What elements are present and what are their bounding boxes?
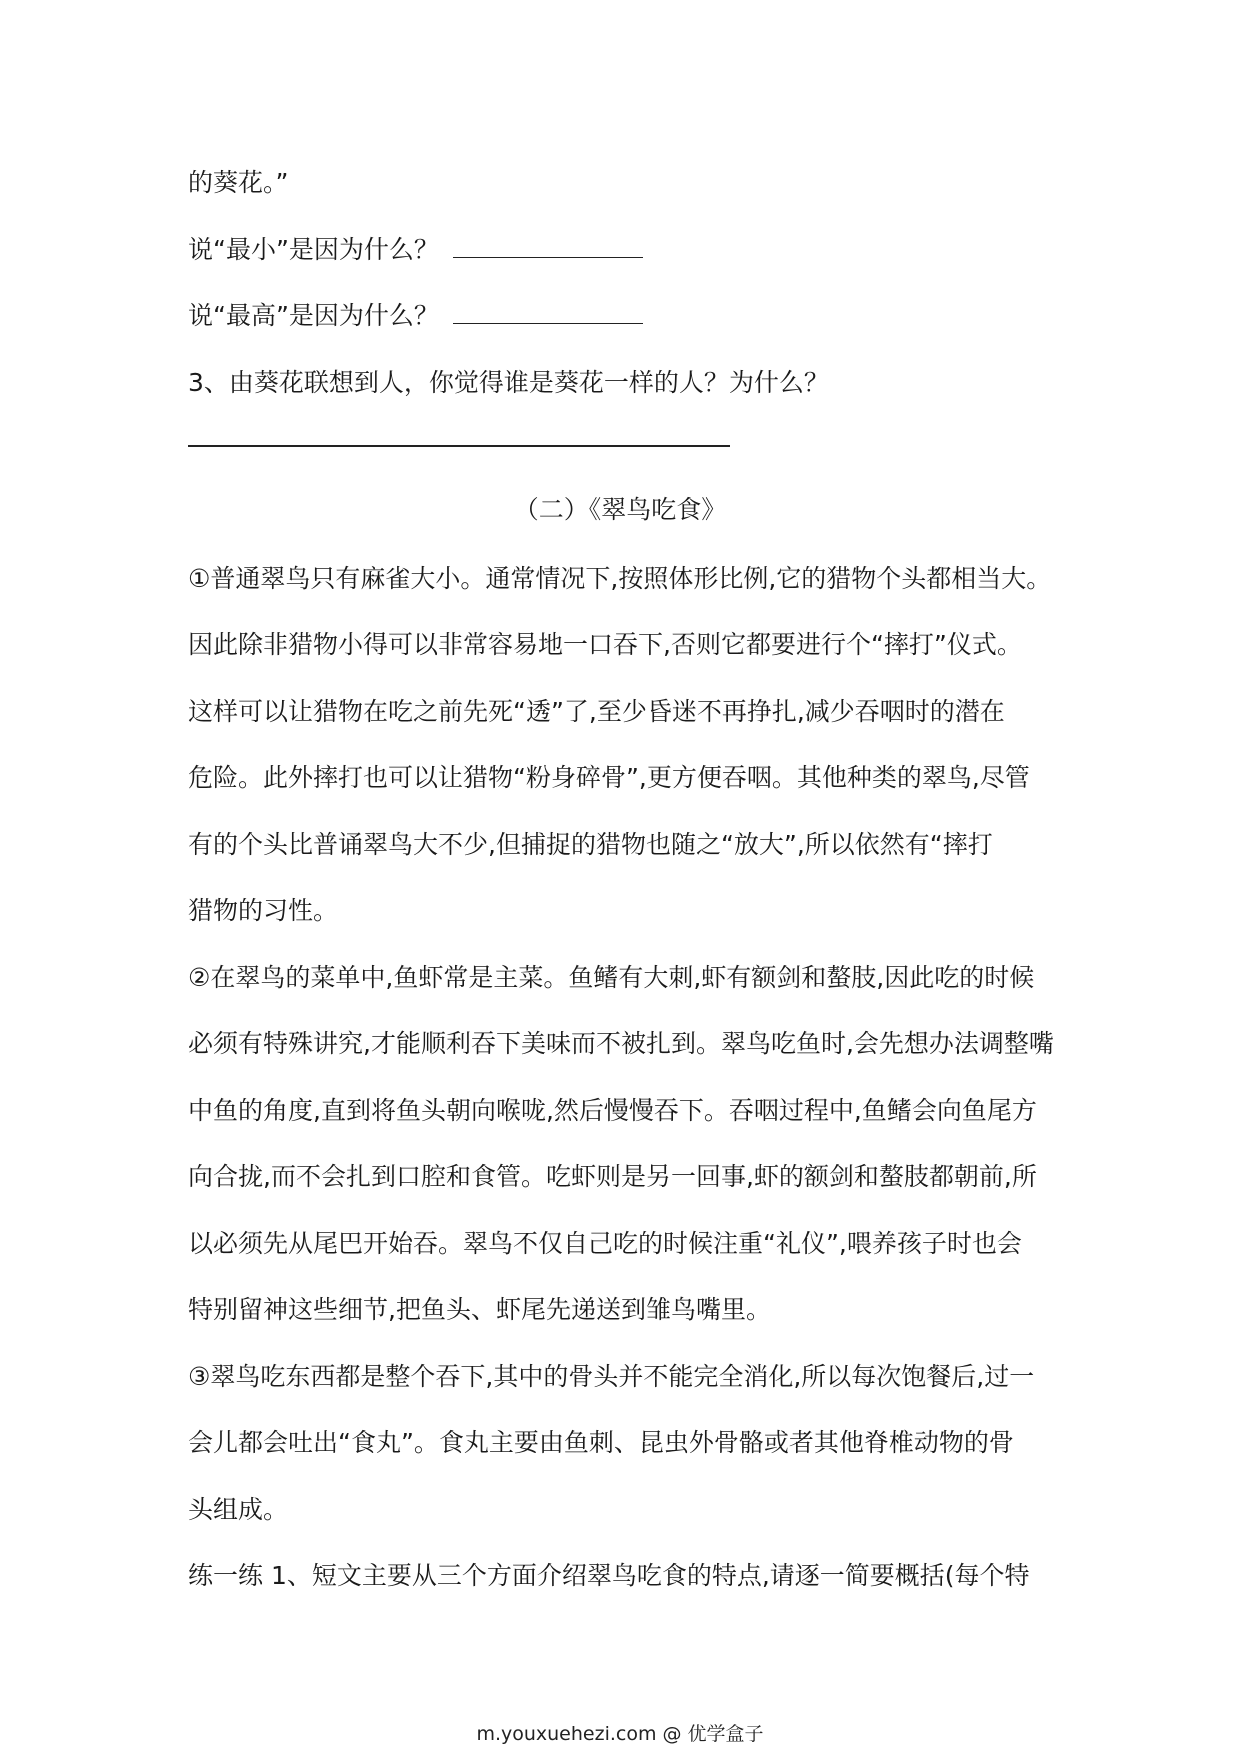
paragraph-line: 必须有特殊讲究,才能顺利吞下美味而不被扎到。翠鸟吃鱼时,会先想办法调整嘴 (188, 1029, 1054, 1058)
answer-blank[interactable] (453, 303, 643, 324)
paragraph-line: 特别留神这些细节,把鱼头、虾尾先递送到雏鸟嘴里。 (188, 1295, 771, 1324)
paragraph-line: 向合拢,而不会扎到口腔和食管。吃虾则是另一回事,虾的额剑和螯肢都朝前,所 (188, 1162, 1037, 1191)
paragraph-line: 有的个头比普诵翠鸟大不少,但捕捉的猎物也随之“放大”,所以依然有“摔打 (188, 830, 993, 859)
paragraph-line: 这样可以让猎物在吃之前先死“透”了,至少昏迷不再挣扎,减少吞咽时的潜在 (188, 697, 1005, 726)
text-line: 的葵花。” (188, 168, 289, 197)
footer-watermark: m.youxuehezi.com @ 优学盒子 (476, 1723, 764, 1745)
exercise-line: 练一练 1、短文主要从三个方面介绍翠鸟吃食的特点,请逐一简要概括(每个特 (188, 1561, 1030, 1590)
paragraph-line: 会儿都会吐出“食丸”。食丸主要由鱼刺、昆虫外骨骼或者其他脊椎动物的骨 (188, 1428, 1014, 1457)
paragraph-line: ③翠鸟吃东西都是整个吞下,其中的骨头并不能完全消化,所以每次饱餐后,过一 (188, 1362, 1035, 1391)
question-zuigao (188, 299, 643, 333)
paragraph-line: 头组成。 (188, 1495, 289, 1524)
paragraph-line: ②在翠鸟的菜单中,鱼虾常是主菜。鱼鳍有大刺,虾有额剑和螯肢,因此吃的时候 (188, 963, 1035, 992)
answer-blank[interactable] (453, 237, 643, 258)
paragraph-line: 中鱼的角度,直到将鱼头朝向喉咙,然后慢慢吞下。吞咽过程中,鱼鳍会向鱼尾方 (188, 1096, 1037, 1125)
paragraph-line: 以必须先从尾巴开始吞。翠鸟不仅自己吃的时候注重“礼仪”,喂养孩子时也会 (188, 1229, 1022, 1258)
question-zuixiao (188, 233, 643, 267)
answer-line[interactable] (188, 445, 730, 447)
question-text: 说“最小”是因为什么？ (188, 235, 439, 264)
section-title: （二）《翠鸟吃食》 (513, 495, 727, 524)
question-3: 3、由葵花联想到人，你觉得谁是葵花一样的人？为什么？ (188, 368, 829, 397)
paragraph-line: ①普通翠鸟只有麻雀大小。通常情况下,按照体形比例,它的猎物个头都相当大。 (188, 564, 1052, 593)
paragraph-line: 猎物的习性。 (188, 896, 339, 925)
paragraph-line: 危险。此外摔打也可以让猎物“粉身碎骨”,更方便吞咽。其他种类的翠鸟,尽管 (188, 763, 1030, 792)
paragraph-line: 因此除非猎物小得可以非常容易地一口吞下,否则它都要进行个“摔打”仪式。 (188, 630, 1022, 659)
question-text: 说“最高”是因为什么？ (188, 301, 439, 330)
